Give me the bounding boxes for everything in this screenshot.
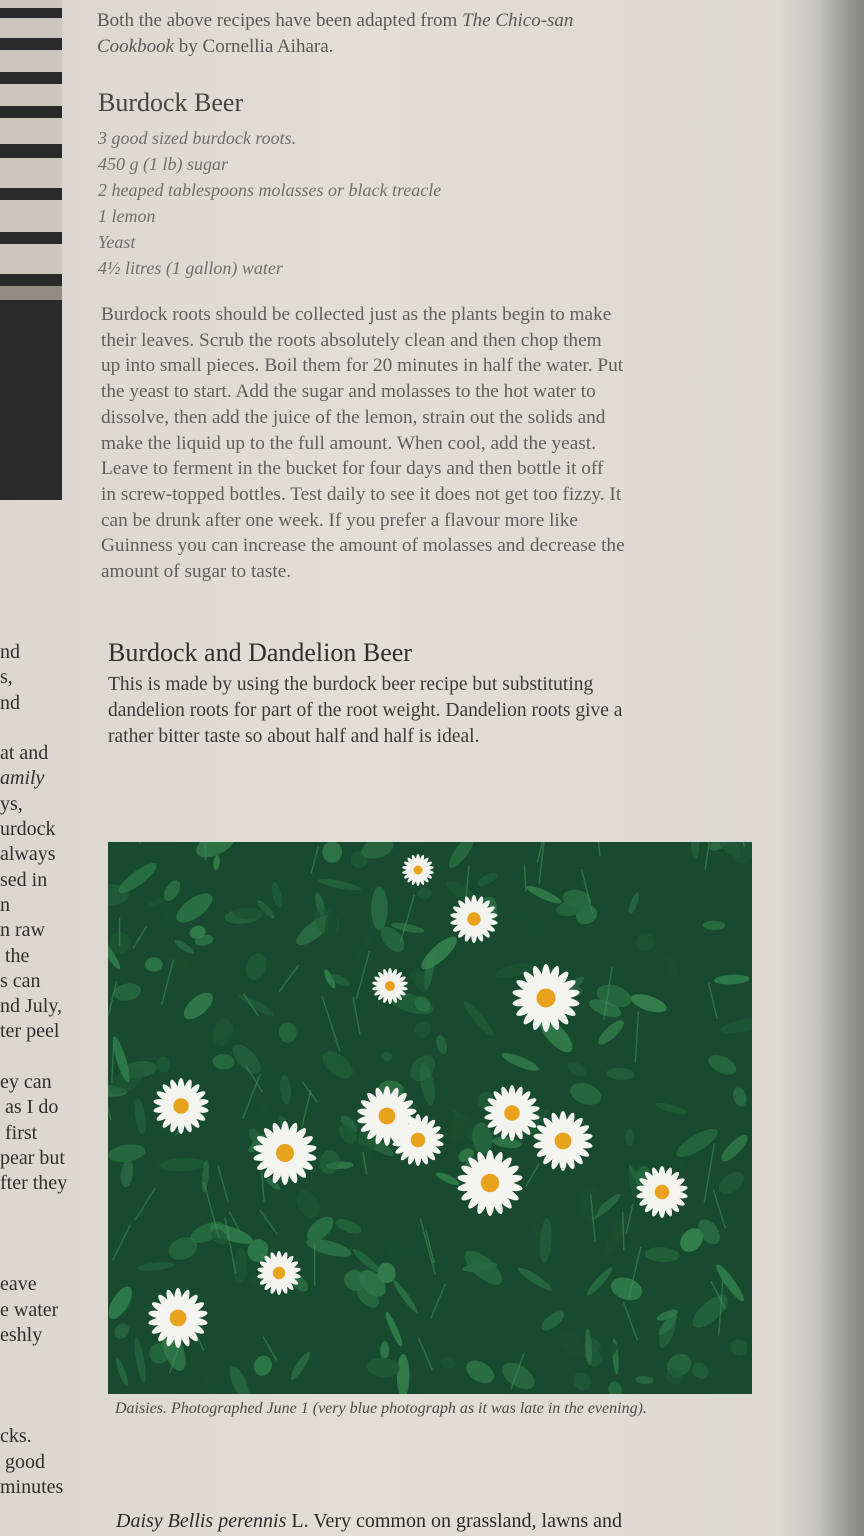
facing-page-fragment: nd <box>0 691 20 714</box>
facing-page-fragment: minutes <box>0 1475 64 1498</box>
method-line: up into small pieces. Boil them for 20 minutes in half the water. Put <box>101 355 624 377</box>
intro-paragraph: Both the above recipes have been adapted from The Chico-san Cookbook by Cornellia Aihara. <box>97 10 574 57</box>
facing-page-fragment: ys, <box>0 792 23 815</box>
body-line: dandelion roots for part of the root weight. Dandelion roots give a <box>108 700 623 721</box>
facing-page-text-fragments <box>0 640 90 1500</box>
method-line: dissolve, then add the juice of the lemon, strain out the solids and <box>101 406 606 428</box>
method-line: their leaves. Scrub the roots absolutely clean and then chop them <box>101 329 602 351</box>
facing-page-fragment <box>0 1247 90 1272</box>
facing-page-fragment <box>0 1197 90 1222</box>
facing-page-fragment: always <box>0 843 56 866</box>
facing-page-fragment: cks. <box>0 1425 32 1448</box>
method-line: in screw-topped bottles. Test daily to see it does not get too fizzy. It <box>101 483 622 505</box>
ingredient-item: Yeast <box>98 232 136 252</box>
method-line: amount of sugar to taste. <box>101 561 292 583</box>
facing-page-fragment: nd <box>0 641 20 663</box>
facing-page-fragment: n <box>0 893 10 916</box>
facing-page-fragment <box>0 716 90 741</box>
ingredients-list <box>98 125 441 281</box>
ingredient-item: 4½ litres (1 gallon) water <box>98 258 283 278</box>
method-line: Burdock roots should be collected just as the plants begin to make <box>101 304 612 325</box>
facing-page-fragment: good <box>0 1450 45 1473</box>
facing-page-fragment: at and <box>0 742 49 765</box>
facing-page-fragment: the <box>0 944 30 967</box>
left-page-photo <box>0 0 62 500</box>
facing-page-fragment: s can <box>0 969 41 992</box>
ingredient-item: 3 good sized burdock roots. <box>98 128 297 148</box>
burdock-beer-method <box>101 302 751 585</box>
body-line: This is made by using the burdock beer recipe but substituting <box>108 674 594 695</box>
facing-page-fragment: ter peel <box>0 1020 60 1043</box>
facing-page-fragment: amily <box>0 767 45 790</box>
facing-page-fragment: sed in <box>0 868 48 891</box>
facing-page-fragment: e water <box>0 1298 59 1321</box>
daisies-photograph <box>108 842 752 1394</box>
facing-page-fragment: first <box>0 1121 38 1144</box>
burdock-dandelion-body <box>108 672 748 750</box>
leaf <box>371 886 388 930</box>
ingredient-item: 1 lemon <box>98 206 156 226</box>
method-line: the yeast to start. Add the sugar and molasses to the hot water to <box>101 381 596 403</box>
method-line: Leave to ferment in the bucket for four days and then bottle it off <box>101 458 604 480</box>
page-edge-shadow <box>818 0 864 1536</box>
method-line: can be drunk after one week. If you prefer a flavour more like <box>101 509 578 531</box>
facing-page-fragment: n raw <box>0 919 45 942</box>
facing-page-fragment: eshly <box>0 1324 43 1347</box>
daisy-entry: Daisy Bellis perennis L. Very common on grassland, lawns and <box>116 1510 623 1532</box>
body-line: rather bitter taste so about half and half is ideal. <box>108 726 480 747</box>
facing-page-fragment <box>0 1348 90 1373</box>
facing-page-fragment: fter they <box>0 1172 68 1195</box>
facing-page-fragment: ey can <box>0 1071 52 1094</box>
facing-page-fragment: s, <box>0 666 13 689</box>
method-line: Guinness you can increase the amount of molasses and decrease the <box>101 535 625 557</box>
ingredient-item: 450 g (1 lb) sugar <box>98 154 228 174</box>
burdock-beer-title: Burdock Beer <box>98 88 244 117</box>
facing-page-fragment: as I do <box>0 1096 59 1119</box>
facing-page-fragment <box>0 1374 90 1399</box>
facing-page-fragment <box>0 1399 90 1424</box>
facing-page-fragment: eave <box>0 1273 37 1296</box>
burdock-dandelion-title: Burdock and Dandelion Beer <box>108 638 412 667</box>
facing-page-fragment <box>0 1222 90 1247</box>
ingredient-item: 2 heaped tablespoons molasses or black treacle <box>98 180 442 200</box>
daisies-illustration <box>108 842 752 1394</box>
photo-caption: Daisies. Photographed June 1 (very blue photograph as it was late in the evening). <box>115 1400 647 1417</box>
facing-page-fragment: pear but <box>0 1146 65 1169</box>
facing-page-fragment: urdock <box>0 818 56 841</box>
facing-page-fragment <box>0 1045 90 1070</box>
facing-page-fragment: nd July, <box>0 995 63 1018</box>
method-line: make the liquid up to the full amount. When cool, add the yeast. <box>101 432 596 454</box>
